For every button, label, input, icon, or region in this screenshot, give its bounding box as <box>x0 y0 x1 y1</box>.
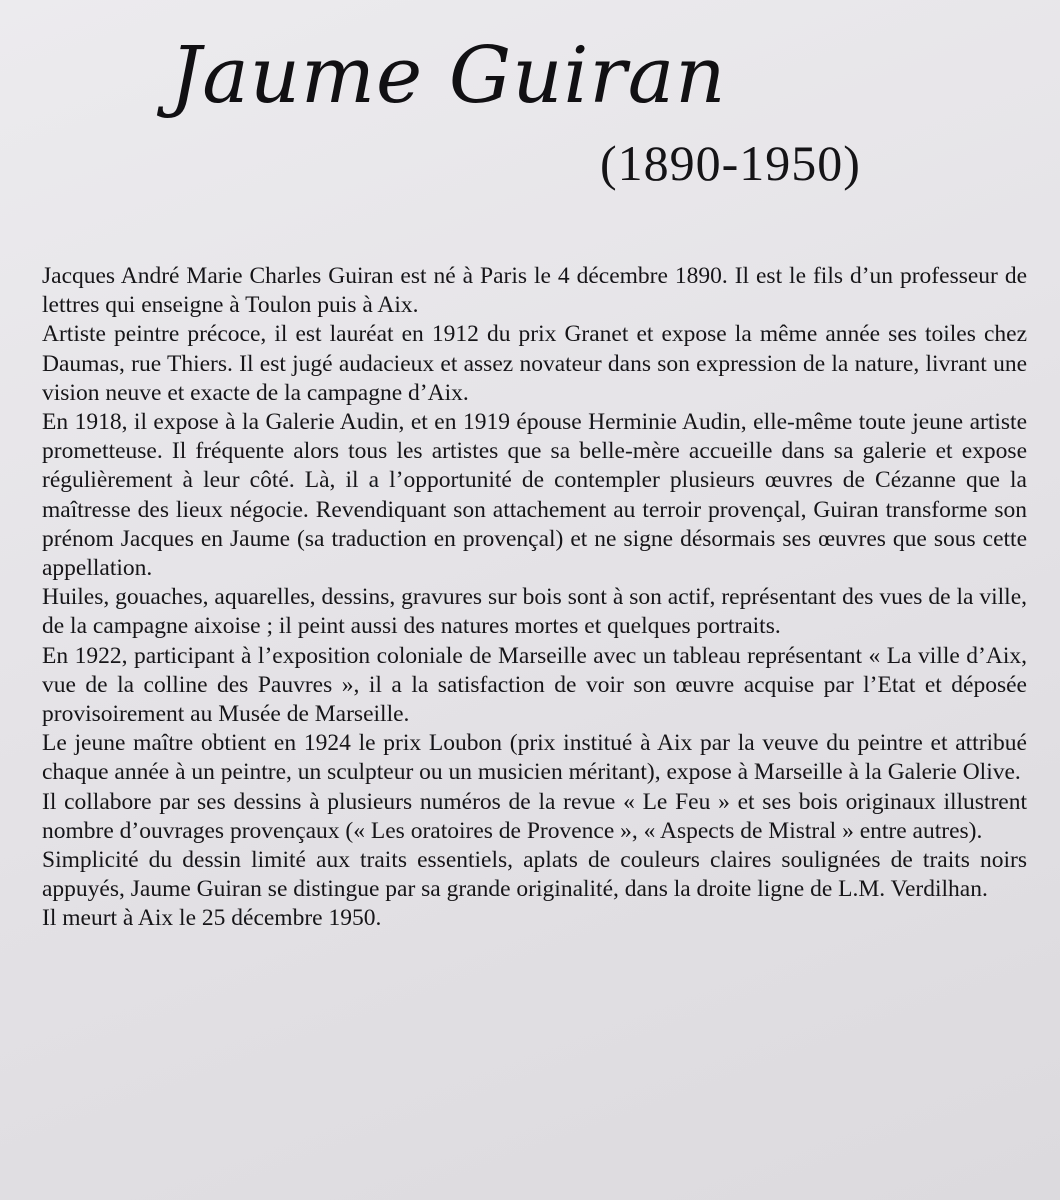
life-dates: (1890-1950) <box>600 135 861 191</box>
paragraph-works: Huiles, gouaches, aquarelles, dessins, gravures sur bois sont à son actif, représentant des vues de la ville, de la campagne aixoise ; il peint aussi des natures mortes et quelques portraits. <box>42 584 1027 640</box>
paragraph-le-feu: Il collabore par ses dessins à plusieurs numéros de la revue « Le Feu » et ses bois originaux illustrent nombre d’ouvrages provençaux (« Les oratoires de Provence », « Aspects de Mistral » entre autres). <box>42 788 1027 844</box>
paragraph-early-career: Artiste peintre précoce, il est lauréat en 1912 du prix Granet et expose la même année ses toiles chez Daumas, rue Thiers. Il est jugé audacieux et assez novateur dans son expression de la nature, livrant une vision neuve et exacte de la campagne d’Aix. <box>42 321 1027 406</box>
biography-text <box>42 262 1027 934</box>
paragraph-birth: Jacques André Marie Charles Guiran est né à Paris le 4 décembre 1890. Il est le fils d’un professeur de lettres qui enseigne à Toulon puis à Aix. <box>42 263 1027 319</box>
signature-svg <box>160 10 727 150</box>
paragraph-style: Simplicité du dessin limité aux traits essentiels, aplats de couleurs claires soulignées de traits noirs appuyés, Jaume Guiran se distingue par sa grande originalité, dans la droite ligne de L.M. Verdilhan. <box>42 847 1027 903</box>
paragraph-death: Il meurt à Aix le 25 décembre 1950. <box>42 905 382 932</box>
signature-text: Jaume Guiran <box>170 31 727 121</box>
paragraph-1922: En 1922, participant à l’exposition coloniale de Marseille avec un tableau représentant « La ville d’Aix, vue de la colline des Pauvres », il a la satisfaction de voir son œuvre acquise par l’Etat et déposée provisoirement au Musée de Marseille. <box>42 642 1027 728</box>
paragraph-prix-loubon: Le jeune maître obtient en 1924 le prix Loubon (prix institué à Aix par la veuve du peintre et attribué chaque année à un peintre, un sculpteur ou un musicien méritant), expose à Marseille à la Galerie Olive. <box>42 730 1027 786</box>
paragraph-galerie-audin: En 1918, il expose à la Galerie Audin, et en 1919 épouse Herminie Audin, elle-même toute jeune artiste prometteuse. Il fréquente alors tous les artistes que sa belle-mère accueille dans sa galerie et expose régulièrement à leur côté. Là, il a l’opportunité de contempler plusieurs œuvres de Cézanne que la maîtresse des lieux négocie. Revendiquant son attachement au terroir provençal, Guiran transforme son prénom Jacques en Jaume (sa traduction en provençal) et ne signe désormais ses œuvres que sous cette appellation. <box>42 409 1027 582</box>
signature-title <box>160 10 727 150</box>
